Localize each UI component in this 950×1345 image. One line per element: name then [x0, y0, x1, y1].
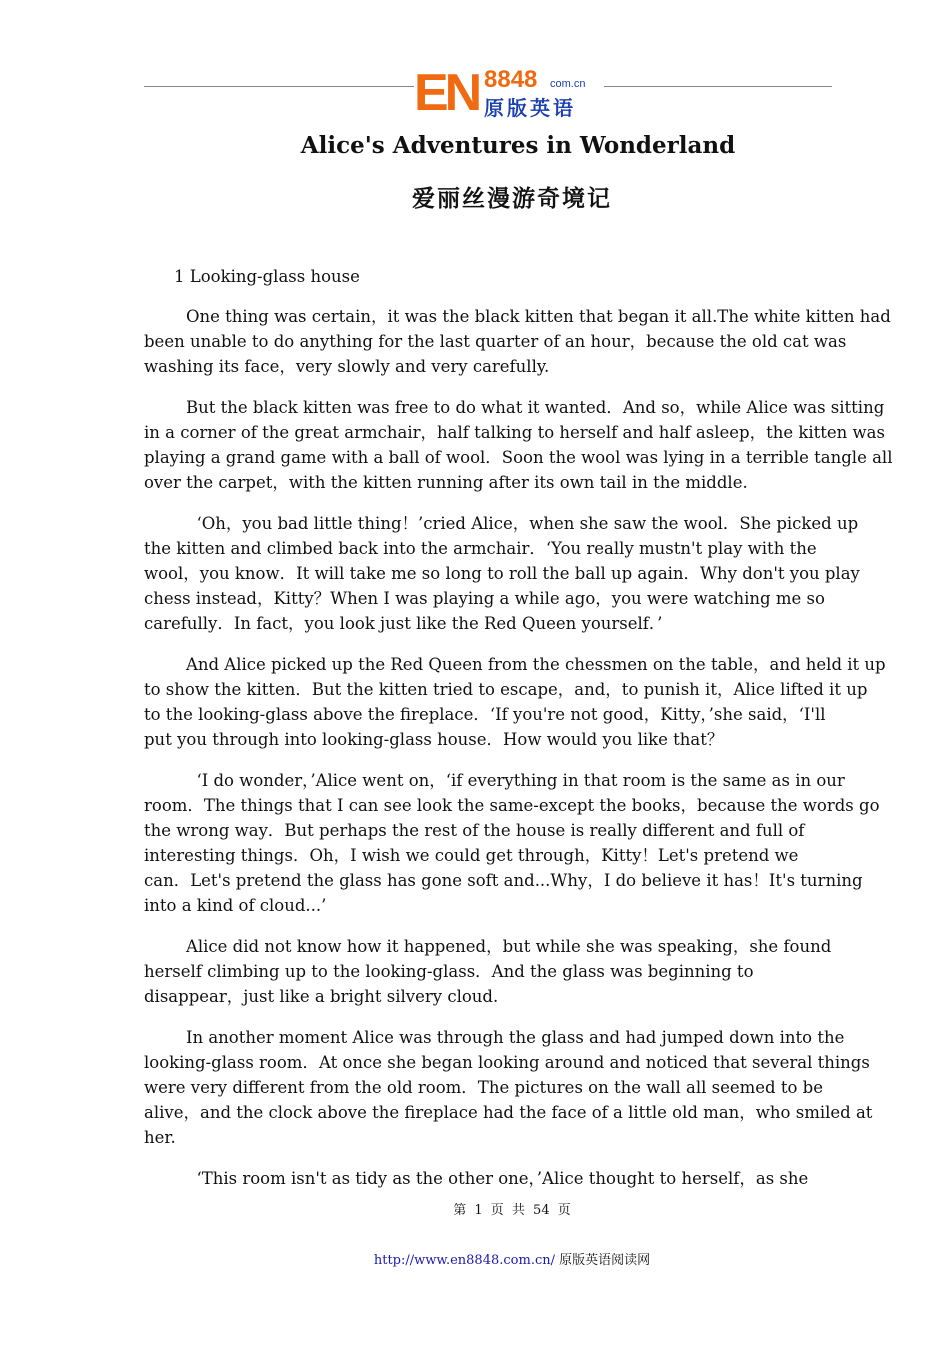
text-line: Alice did not know how it happened，but while she was speaking，she found	[144, 937, 832, 956]
text-line: ‘I do wonder，’Alice went on，‘if everything in that room is the same as in our	[144, 771, 845, 790]
chapter-heading: 1 Looking-glass house	[174, 267, 360, 286]
paragraph	[144, 1025, 884, 1150]
text-line: to the looking-glass above the fireplace．‘If you're not good，Kitty，’she said，‘I'll	[144, 705, 826, 724]
text-line: washing its face，very slowly and very carefully.	[144, 357, 550, 376]
text-line: But the black kitten was free to do what it wanted．And so，while Alice was sitting	[144, 398, 885, 417]
paragraph	[144, 652, 884, 752]
text-line: ‘This room isn't as tidy as the other one，’Alice thought to herself，as she	[144, 1169, 809, 1188]
paragraph	[144, 395, 893, 495]
text-line: playing a grand game with a ball of wool．Soon the wool was lying in a terrible tangle all	[144, 448, 893, 467]
text-line: into a kind of cloud...’	[144, 896, 327, 915]
text-line: put you through into looking-glass house．How would you like that？	[144, 730, 724, 749]
text-line: the wrong way．But perhaps the rest of the house is really different and full of	[144, 821, 805, 840]
document-body	[144, 264, 893, 1207]
text-line: room．The things that I can see look the same-except the books，because the words go	[144, 796, 880, 815]
text-line: her.	[144, 1128, 176, 1147]
page-indicator: 第 1 页 共 54 页	[453, 1203, 571, 1218]
paragraph	[144, 511, 884, 636]
paragraph	[144, 934, 884, 1009]
text-line: One thing was certain，it was the black kitten that began it all.The white kitten had	[144, 307, 891, 326]
text-line: been unable to do anything for the last quarter of an hour，because the old cat was	[144, 332, 847, 351]
paragraph	[144, 304, 891, 379]
text-line: can．Let's pretend the glass has gone soft and...Why，I do believe it has！It's turning	[144, 871, 863, 890]
text-line: disappear，just like a bright silvery cloud.	[144, 987, 499, 1006]
text-line: wool，you know．It will take me so long to roll the ball up again．Why don't you play	[144, 564, 860, 583]
site-link[interactable]: http://www.en8848.com.cn/	[373, 1253, 555, 1268]
text-line: In another moment Alice was through the glass and had jumped down into the	[144, 1028, 845, 1047]
site-name: 原版英语阅读网	[559, 1253, 651, 1268]
text-line: the kitten and climbed back into the armchair．‘You really mustn't play with the	[144, 539, 817, 558]
text-line: And Alice picked up the Red Queen from the chessmen on the table，and held it up	[144, 655, 886, 674]
footer	[0, 1249, 950, 1268]
text-line: to show the kitten．But the kitten tried to escape，and，to punish it，Alice lifted it up	[144, 680, 868, 699]
text-line: carefully．In fact，you look just like the Red Queen yourself．’	[144, 614, 663, 633]
site-logo: EN 8848 com.cn 原版英语	[414, 64, 586, 122]
text-line: were very different from the old room．The pictures on the wall all seemed to be	[144, 1078, 823, 1097]
text-line: ‘Oh，you bad little thing！’cried Alice，when she saw the wool．She picked up	[144, 514, 859, 533]
document-subtitle: 爱丽丝漫游奇境记	[412, 186, 612, 212]
paragraph	[144, 768, 884, 918]
text-line: interesting things．Oh，I wish we could get through，Kitty！Let's pretend we	[144, 846, 799, 865]
header-rule-right	[604, 86, 832, 87]
text-line: herself climbing up to the looking-glass．And the glass was beginning to	[144, 962, 754, 981]
document-title: Alice's Adventures in Wonderland	[300, 132, 736, 159]
text-line: looking-glass room．At once she began looking around and noticed that several things	[144, 1053, 870, 1072]
text-line: chess instead，Kitty？When I was playing a while ago，you were watching me so	[144, 589, 825, 608]
paragraph	[144, 1166, 884, 1191]
text-line: in a corner of the great armchair，half talking to herself and half asleep，the kitten was	[144, 423, 885, 442]
text-line: over the carpet，with the kitten running after its own tail in the middle.	[144, 473, 748, 492]
text-line: alive，and the clock above the fireplace had the face of a little old man，who smiled at	[144, 1103, 873, 1122]
header-rule-left	[144, 86, 414, 87]
